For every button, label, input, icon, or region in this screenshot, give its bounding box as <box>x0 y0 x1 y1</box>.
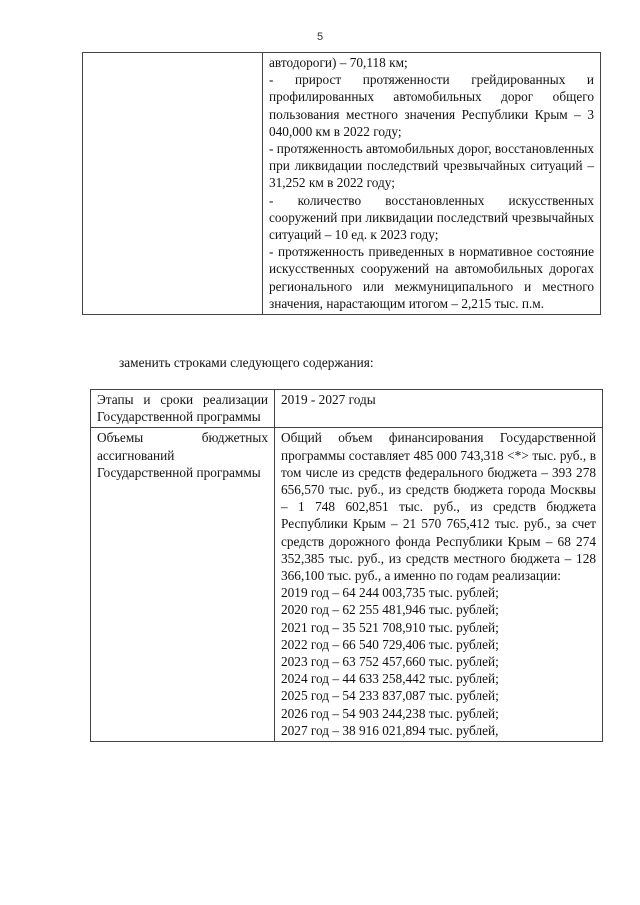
indicator-paragraph: - протяженность приведенных в нормативное состояние искусственных сооружений на автомобильных дорогах регионального или межмуниципального и местного значения, нарастающим итогом – 2,215 тыс. п.м. <box>269 244 594 311</box>
year-amount: 2022 год – 66 540 729,406 тыс. рублей; <box>281 636 499 652</box>
year-amount: 2024 год – 44 633 258,442 тыс. рублей; <box>281 671 499 687</box>
funding-cell <box>275 428 603 742</box>
year-amount: 2023 год – 63 752 457,660 тыс. рублей; <box>281 654 499 670</box>
left-cell <box>83 53 263 315</box>
stages-value: 2019 - 2027 годы <box>275 390 603 428</box>
year-amount: 2026 год – 54 903 244,238 тыс. рублей; <box>281 705 499 721</box>
page-number: 5 <box>316 31 324 43</box>
year-amount: 2020 год – 62 255 481,946 тыс. рублей; <box>281 602 499 618</box>
year-amount: 2021 год – 35 521 708,910 тыс. рублей; <box>281 619 499 635</box>
indicators-cell <box>263 53 601 315</box>
indicator-paragraph: - прирост протяженности грейдированных и профилированных автомобильных дорог общего пользования местного значения Республики Крым – 3 040,000 км в 2022 году; <box>269 72 594 139</box>
funding-intro: Общий объем финансирования Государственной программы составляет 485 000 743,318 <*> тыс. руб., в том числе из средств федерального бюджета – 393 278 656,570 тыс. руб., из средств бюджета города Москвы – 1 748 602,851 тыс. руб., из средств бюджета Республики Крым – 21 570 765,412 тыс. руб., за счет средств дорожного фонда Республики Крым – 68 274 352,385 тыс. руб., из средств местного бюджета – 128 366,100 тыс. руб., а именно по годам реализации: <box>281 430 596 584</box>
previous-table <box>82 52 601 315</box>
table-row <box>83 53 601 315</box>
indicator-paragraph: автодороги) – 70,118 км; <box>269 55 408 70</box>
funding-label: Объемы бюджетных ассигнований Государственной программы <box>91 428 275 742</box>
stages-label: Этапы и сроки реализации Государственной программы <box>91 390 275 428</box>
table-row <box>91 428 603 742</box>
replace-instruction: заменить строками следующего содержания: <box>119 355 374 370</box>
table-row <box>91 390 603 428</box>
indicator-paragraph: - количество восстановленных искусственных сооружений при ликвидации последствий чрезвычайных ситуаций – 10 ед. к 2023 году; <box>269 192 594 243</box>
replacement-table <box>90 389 603 742</box>
year-amount: 2025 год – 54 233 837,087 тыс. рублей; <box>281 688 499 704</box>
indicator-paragraph: - протяженность автомобильных дорог, восстановленных при ликвидации последствий чрезвычайных ситуаций – 31,252 км в 2022 году; <box>269 141 594 191</box>
year-amount: 2027 год – 38 916 021,894 тыс. рублей, <box>281 722 499 738</box>
year-amount: 2019 год – 64 244 003,735 тыс. рублей; <box>281 585 499 601</box>
